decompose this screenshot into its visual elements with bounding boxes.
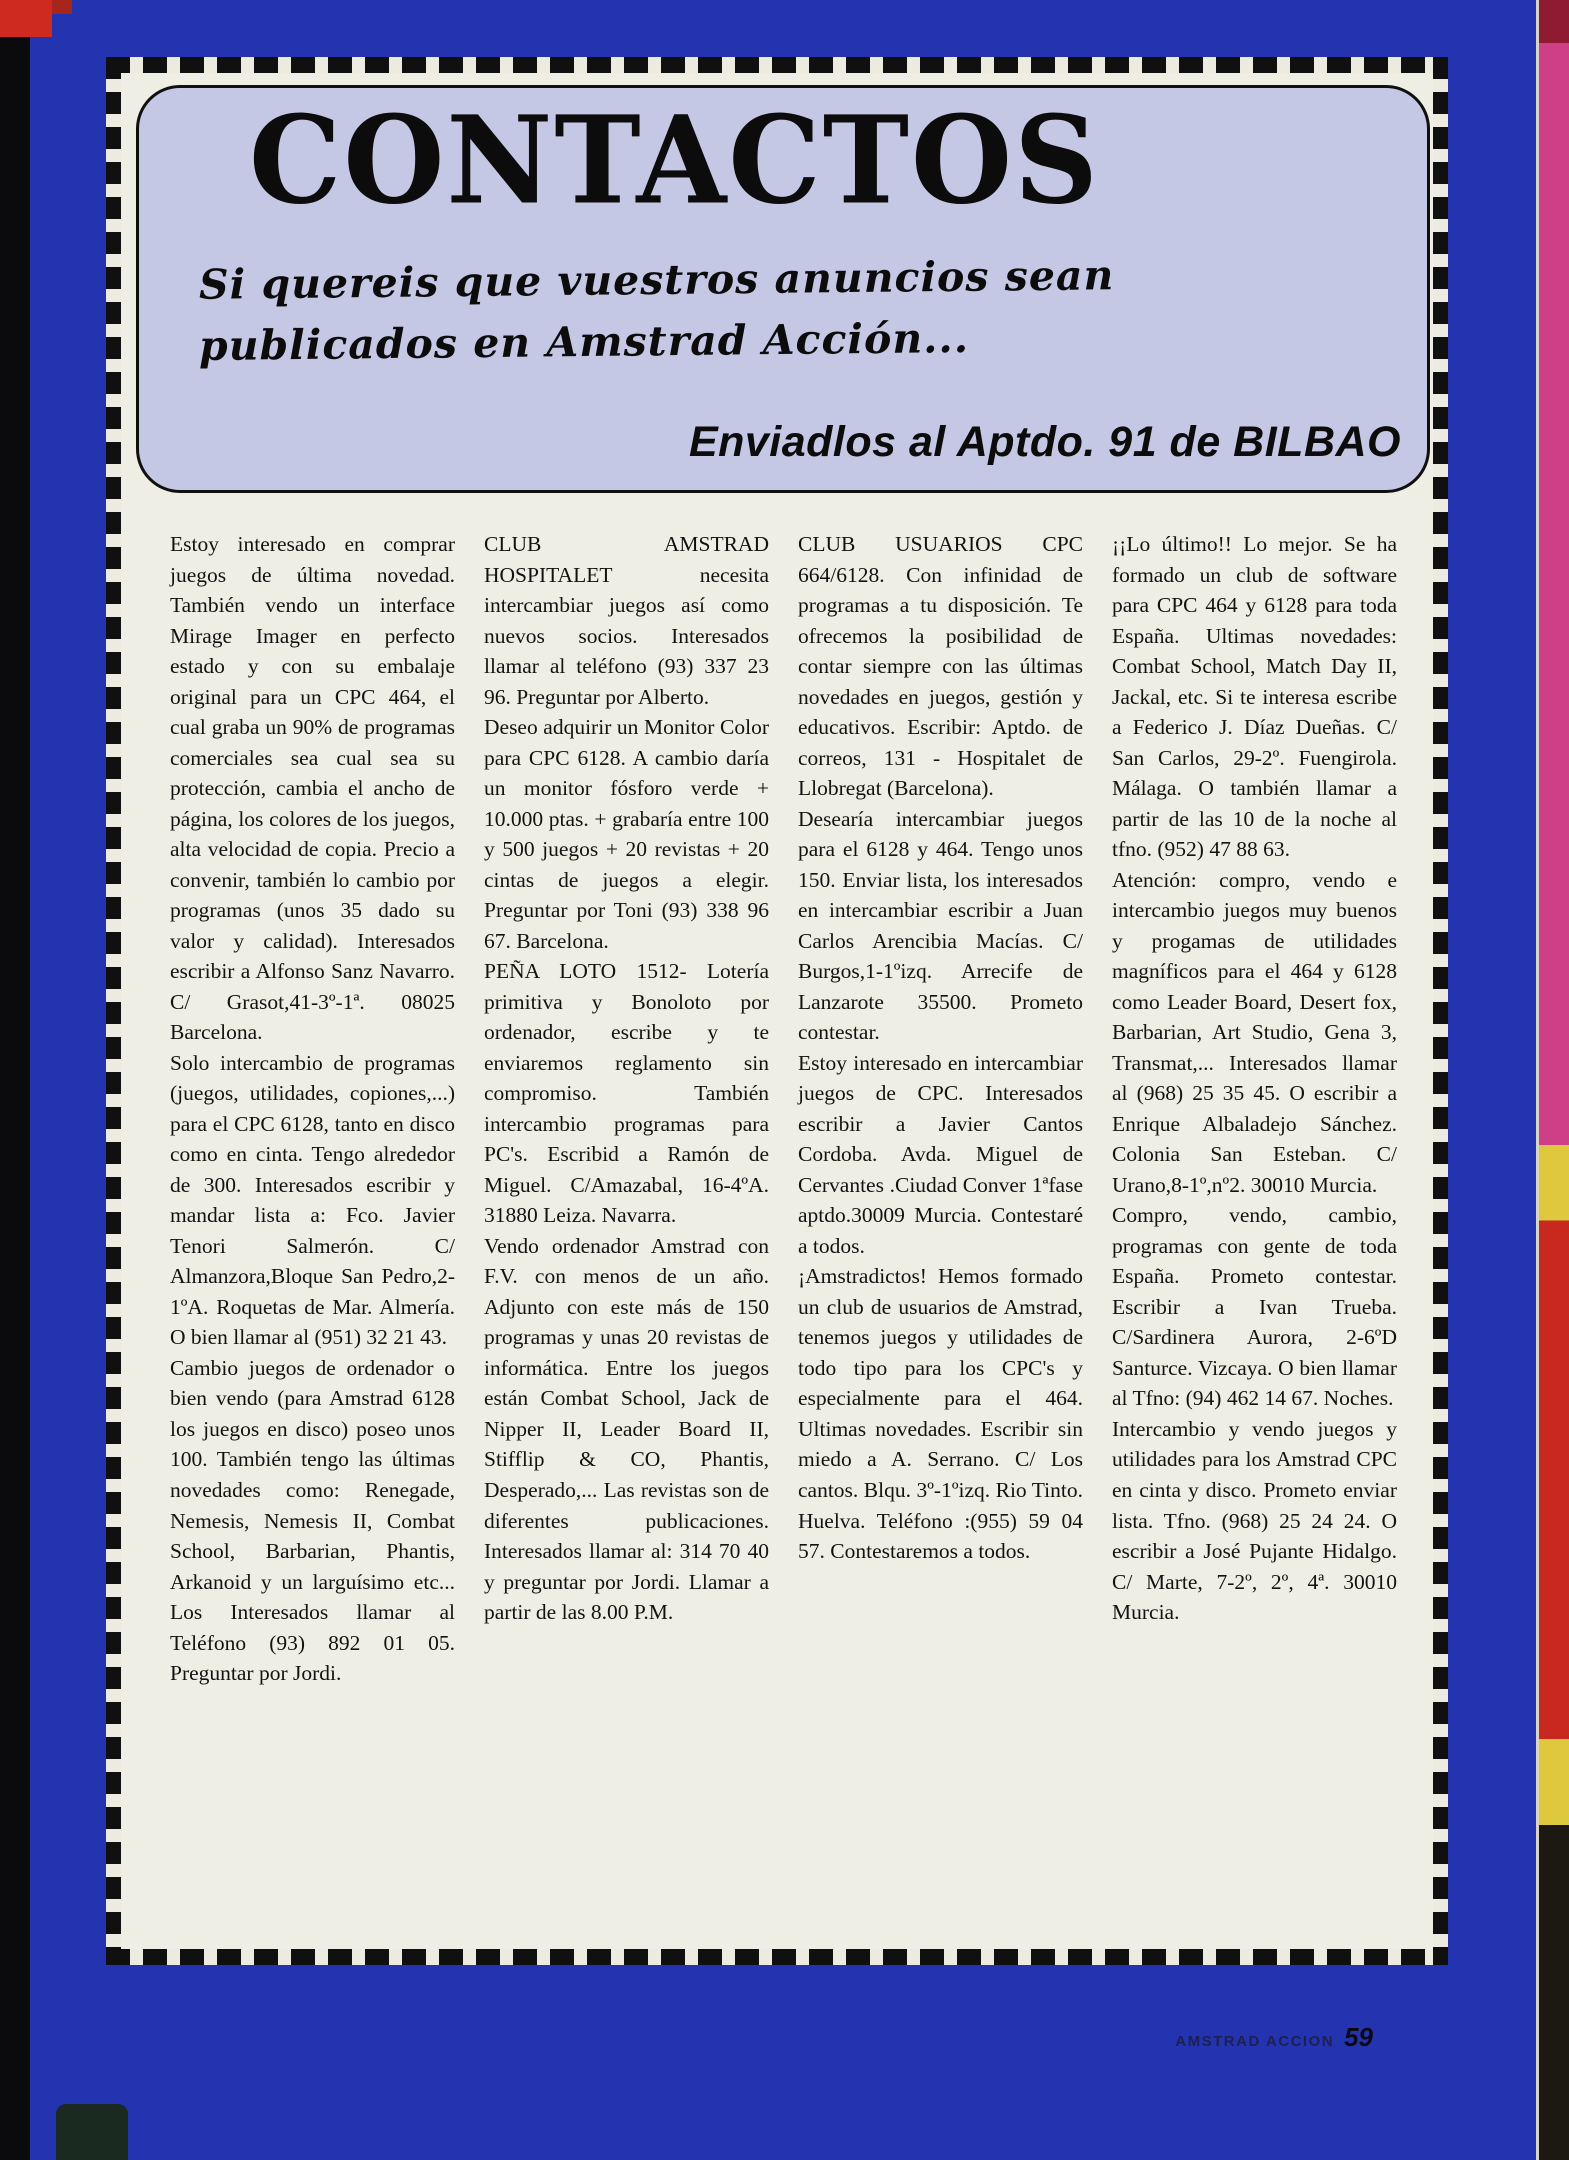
page-footer [1175, 2022, 1373, 2053]
red-corner-mark-small [52, 0, 72, 14]
classified-ad: Intercambio y vendo juegos y utilidades para los Amstrad CPC en cinta y disco. Prometo enviar lista. Tfno. (968) 25 24 24. O escribir a José Pujante Hidalgo. C/ Marte, 7-2º, 2º, 4ª. 30010 Murcia. [1112, 1416, 1397, 1625]
classified-ad: Solo intercambio de programas (juegos, utilidades, copiones,...) para el CPC 6128, tanto en disco como en cinta. Tengo alrededor de 300. Interesados escribir y mandar lista a: Fco. Javier Tenori Salmerón. C/ Almanzora,Bloque San Pedro,2-1ºA. Roquetas de Mar. Almería. O bien llamar al (951) 32 21 43. [170, 1050, 455, 1350]
classified-ad: Estoy interesado en comprar juegos de última novedad. También vendo un interface Mirage Imager en perfecto estado y con su embalaje original para un CPC 464, el cual graba un 90% de programas comerciales sea cual sea su protección, cambia el ancho de página, los colores de los juegos, alta velocidad de copia. Precio a convenir, también lo cambio por programas (unos 35 dado su valor y calidad). Interesados escribir a Alfonso Sanz Navarro. C/ Grasot,41-3º-1ª. 08025 Barcelona. [170, 532, 455, 1045]
classified-ad: ¡¡Lo último!! Lo mejor. Se ha formado un club de software para CPC 464 y 6128 para toda España. Ultimas novedades: Combat School, Match Day II, Jackal, etc. Si te interesa escribe a Federico J. Díaz Dueñas. C/ San Carlos, 29-2º. Fuengirola. Málaga. O también llamar a partir de las 10 de la noche al tfno. (952) 47 88 63. [1112, 532, 1397, 862]
column-3 [798, 529, 1083, 1689]
dashed-border-top [106, 57, 1448, 73]
bottom-left-shadow [56, 2104, 128, 2160]
dashed-border-right [1433, 57, 1448, 1965]
dashed-border-left [106, 57, 121, 1965]
tagline-line-2: publicados en Amstrad Acción... [198, 313, 970, 371]
page-edge-strip [1536, 0, 1569, 2160]
magazine-name: AMSTRAD ACCION [1175, 2033, 1335, 2050]
classified-ad: Deseo adquirir un Monitor Color para CPC 6128. A cambio daría un monitor fósforo verde + 10.000 ptas. + grabaría entre 100 y 500 juegos + 20 revistas + 20 cintas de juegos a elegir. Preguntar por Toni (93) 338 96 67. Barcelona. [484, 715, 769, 953]
classifieds-area [170, 529, 1397, 1689]
classified-ad: Estoy interesado en intercambiar juegos de CPC. Interesados escribir a Javier Cantos Cordoba. Avda. Miguel de Cervantes .Ciudad Conver 1ªfase aptdo.30009 Murcia. Contestaré a todos. [798, 1050, 1083, 1258]
classified-ad: Cambio juegos de ordenador o bien vendo (para Amstrad 6128 los juegos en disco) poseo unos 100. También tengo las últimas novedades como: Renegade, Nemesis, Nemesis II, Combat School, Barbarian, Phantis, Arkanoid y un larguísimo etc... Los Interesados llamar al Teléfono (93) 892 01 05. Preguntar por Jordi. [170, 1355, 455, 1686]
red-corner-mark [0, 0, 52, 37]
classified-ad: Compro, vendo, cambio, programas con gente de toda España. Prometo contestar. Escribir a Ivan Trueba. C/Sardinera Aurora, 2-6ºD Santurce. Vizcaya. O bien llamar al Tfno: (94) 462 14 67. Noches. [1112, 1203, 1397, 1411]
classified-ad: PEÑA LOTO 1512- Lotería primitiva y Bonoloto por ordenador, escribe y te enviaremos reglamento sin compromiso. También intercambio programas para PC's. Escribid a Ramón de Miguel. C/Amazabal, 16-4ºA. 31880 Leiza. Navarra. [484, 959, 769, 1228]
spine-strip [0, 0, 30, 2160]
page-title: CONTACTOS [249, 90, 1100, 232]
classified-ad: Desearía intercambiar juegos para el 6128 y 464. Tengo unos 150. Enviar lista, los interesados en intercambiar escribir a Juan Carlos Arencibia Macías. C/ Burgos,1-1ºizq. Arrecife de Lanzarote 35500. Prometo contestar. [798, 806, 1083, 1045]
paper-sheet [106, 57, 1448, 1965]
cta-text: Enviadlos al Aptdo. 91 de BILBAO [688, 418, 1401, 466]
classified-ad: Vendo ordenador Amstrad con F.V. con menos de un año. Adjunto con este más de 150 programas y unas 20 revistas de informática. Entre los juegos están Combat School, Jack de Nipper II, Leader Board II, Stifflip & CO, Phantis, Desperado,... Las revistas son de diferentes publicaciones. Interesados llamar al: 314 70 40 y preguntar por Jordi. Llamar a partir de las 8.00 P.M. [484, 1233, 769, 1625]
dashed-border-bottom [106, 1949, 1448, 1965]
classified-ad: CLUB AMSTRAD HOSPITALET necesita intercambiar juegos así como nuevos socios. Interesados llamar al teléfono (93) 337 23 96. Preguntar por Alberto. [484, 532, 769, 709]
classified-ad: CLUB USUARIOS CPC 664/6128. Con infinidad de programas a tu disposición. Te ofrecemos la posibilidad de contar siempre con las últimas novedades en juegos, gestión y educativos. Escribir: Aptdo. de correos, 131 - Hospitalet de Llobregat (Barcelona). [798, 532, 1083, 801]
column-4 [1112, 529, 1397, 1689]
column-2 [484, 529, 769, 1689]
classified-ad: ¡Amstradictos! Hemos formado un club de usuarios de Amstrad, tenemos juegos y utilidades de todo tipo para los CPC's y especialmente para el 464. Ultimas novedades. Escribir sin miedo a A. Serrano. C/ Los cantos. Blqu. 3º-1ºizq. Rio Tinto. Huelva. Teléfono :(955) 59 04 57. Contestaremos a todos. [798, 1264, 1083, 1564]
header-box [136, 85, 1430, 493]
column-1 [170, 529, 455, 1689]
tagline-line-1: Si quereis que vuestros anuncios sean [198, 251, 1115, 309]
page-number: 59 [1344, 2022, 1373, 2052]
classified-ad: Atención: compro, vendo e intercambio juegos muy buenos y progamas de utilidades magníficos para el 464 y 6128 como Leader Board, Desert fox, Barbarian, Art Studio, Gena 3, Transmat,... Interesados llamar al (968) 25 35 45. O escribir a Enrique Albaladejo Sánchez. Colonia San Esteban. C/ Urano,8-1º,nº2. 30010 Murcia. [1112, 867, 1397, 1197]
